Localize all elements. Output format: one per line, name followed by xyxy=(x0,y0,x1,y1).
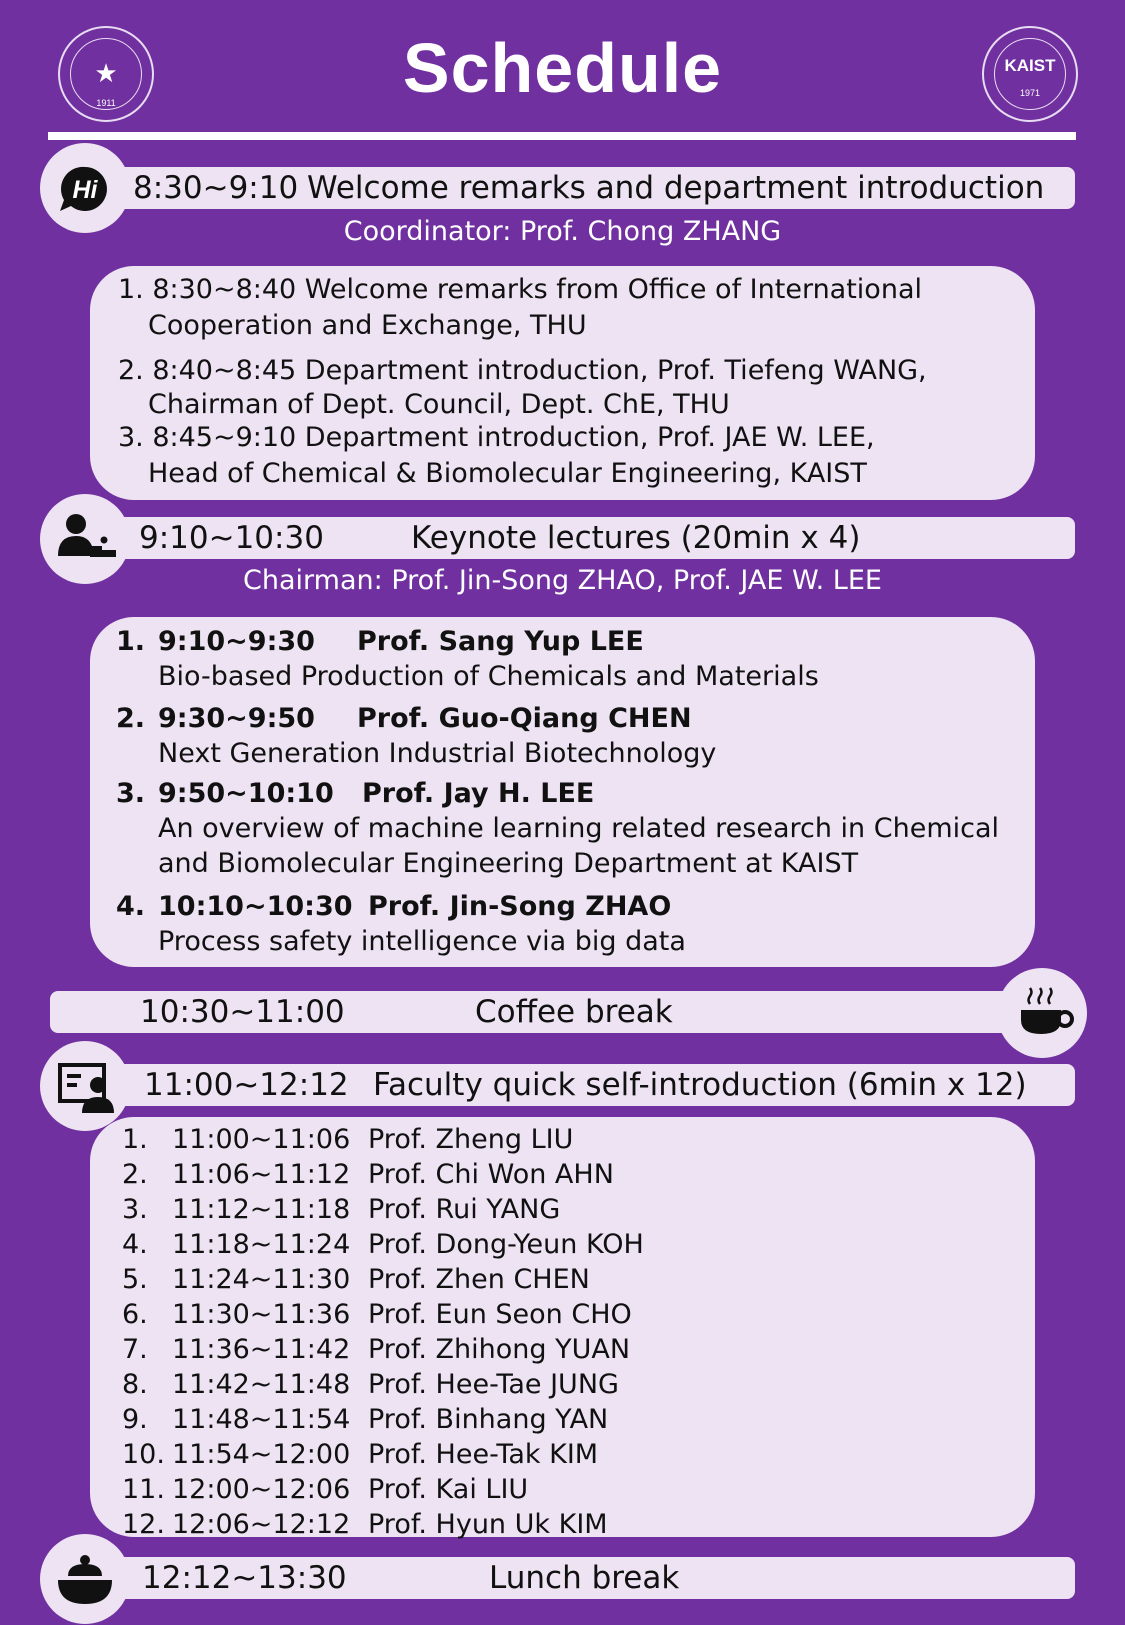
coffee-time: 10:30~11:00 xyxy=(140,994,345,1030)
keynote-title: Keynote lectures (20min x 4) xyxy=(411,520,861,556)
faculty-row-time: 11:36~11:42 xyxy=(172,1334,351,1365)
keynote-item-1-time: 9:10~9:30 xyxy=(158,626,315,657)
tsinghua-logo: ★ 1911 xyxy=(58,26,154,122)
faculty-row-num: 3. xyxy=(122,1194,148,1225)
welcome-item-2-line1: 2. 8:40~8:45 Department introduction, Prof. Tiefeng WANG, xyxy=(118,355,927,386)
faculty-row-num: 12. xyxy=(122,1509,165,1540)
welcome-item-3-line2: Head of Chemical & Biomolecular Engineering, KAIST xyxy=(148,458,867,489)
faculty-row-time: 11:06~11:12 xyxy=(172,1159,351,1190)
presenter-board-icon xyxy=(40,1041,130,1131)
faculty-row-name: Prof. Zhen CHEN xyxy=(368,1264,590,1295)
faculty-row-name: Prof. Binhang YAN xyxy=(368,1404,609,1435)
welcome-item-1-line1: 1. 8:30~8:40 Welcome remarks from Office of International xyxy=(118,274,922,305)
faculty-row-num: 1. xyxy=(122,1124,148,1155)
welcome-coordinator: Coordinator: Prof. Chong ZHANG xyxy=(343,216,782,247)
keynote-item-4-topic: Process safety intelligence via big data xyxy=(158,926,686,957)
lunch-icon-circle xyxy=(40,1534,130,1624)
keynote-item-4-speaker: Prof. Jin-Song ZHAO xyxy=(368,891,672,922)
welcome-item-2-line2: Chairman of Dept. Council, Dept. ChE, THU xyxy=(148,389,730,420)
faculty-row-name: Prof. Hyun Uk KIM xyxy=(368,1509,608,1540)
keynote-item-2-speaker: Prof. Guo-Qiang CHEN xyxy=(357,703,692,734)
faculty-row-num: 4. xyxy=(122,1229,148,1260)
faculty-row-name: Prof. Hee-Tak KIM xyxy=(368,1439,599,1470)
keynote-item-3-time: 9:50~10:10 xyxy=(158,778,334,809)
keynote-item-1-topic: Bio-based Production of Chemicals and Materials xyxy=(158,661,819,692)
faculty-row-name: Prof. Dong-Yeun KOH xyxy=(368,1229,644,1260)
keynote-chairman: Chairman: Prof. Jin-Song ZHAO, Prof. JAE W. LEE xyxy=(243,565,882,596)
keynote-item-4-num: 4. xyxy=(116,891,146,922)
keynote-item-2-topic: Next Generation Industrial Biotechnology xyxy=(158,738,717,769)
lunch-title: Lunch break xyxy=(489,1560,680,1596)
faculty-row-name: Prof. Hee-Tae JUNG xyxy=(368,1369,619,1400)
page-title: Schedule xyxy=(402,29,723,107)
faculty-row-name: Prof. Zheng LIU xyxy=(368,1124,574,1155)
coffee-cup-icon xyxy=(997,968,1087,1058)
faculty-title: Faculty quick self-introduction (6min x 12) xyxy=(373,1067,1027,1103)
keynote-bar xyxy=(85,517,1075,559)
lunch-bar xyxy=(85,1557,1075,1599)
faculty-row-num: 2. xyxy=(122,1159,148,1190)
keynote-item-3-topic-line2: and Biomolecular Engineering Department at KAIST xyxy=(158,848,859,879)
faculty-row-name: Prof. Rui YANG xyxy=(368,1194,561,1225)
faculty-row-num: 6. xyxy=(122,1299,148,1330)
faculty-row-time: 11:42~11:48 xyxy=(172,1369,351,1400)
faculty-row-num: 10. xyxy=(122,1439,165,1470)
faculty-row-time: 11:18~11:24 xyxy=(172,1229,351,1260)
faculty-row-name: Prof. Zhihong YUAN xyxy=(368,1334,631,1365)
faculty-row-num: 9. xyxy=(122,1404,148,1435)
welcome-time: 8:30~9:10 xyxy=(133,170,299,206)
keynote-time: 9:10~10:30 xyxy=(139,520,324,556)
coffee-title: Coffee break xyxy=(475,994,673,1030)
rice-bowl-icon xyxy=(40,1534,130,1624)
faculty-row-time: 11:24~11:30 xyxy=(172,1264,351,1295)
welcome-item-3-line1: 3. 8:45~9:10 Department introduction, Prof. JAE W. LEE, xyxy=(118,422,875,453)
coffee-icon-circle xyxy=(997,968,1087,1058)
kaist-logo: KAIST 1971 xyxy=(982,26,1078,122)
faculty-row-num: 5. xyxy=(122,1264,148,1295)
faculty-row-time: 12:00~12:06 xyxy=(172,1474,351,1505)
lunch-time: 12:12~13:30 xyxy=(142,1560,347,1596)
faculty-row-num: 7. xyxy=(122,1334,148,1365)
keynote-item-4-time: 10:10~10:30 xyxy=(158,891,353,922)
faculty-row-num: 8. xyxy=(122,1369,148,1400)
faculty-row-time: 12:06~12:12 xyxy=(172,1509,351,1540)
faculty-row-time: 11:00~11:06 xyxy=(172,1124,351,1155)
keynote-item-1-speaker: Prof. Sang Yup LEE xyxy=(357,626,644,657)
faculty-row-time: 11:30~11:36 xyxy=(172,1299,351,1330)
keynote-item-2-time: 9:30~9:50 xyxy=(158,703,315,734)
faculty-row-name: Prof. Kai LIU xyxy=(368,1474,529,1505)
faculty-bar xyxy=(85,1064,1075,1106)
welcome-item-1-line2: Cooperation and Exchange, THU xyxy=(148,310,587,341)
welcome-title: Welcome remarks and department introduction xyxy=(307,170,1045,206)
faculty-row-time: 11:54~12:00 xyxy=(172,1439,351,1470)
welcome-bar xyxy=(85,167,1075,209)
keynote-item-2-num: 2. xyxy=(116,703,146,734)
keynote-item-3-speaker: Prof. Jay H. LEE xyxy=(362,778,595,809)
faculty-row-name: Prof. Chi Won AHN xyxy=(368,1159,614,1190)
svg-text:Hi: Hi xyxy=(72,176,98,204)
keynote-item-1-num: 1. xyxy=(116,626,146,657)
faculty-row-num: 11. xyxy=(122,1474,165,1505)
faculty-row-time: 11:12~11:18 xyxy=(172,1194,351,1225)
faculty-row-name: Prof. Eun Seon CHO xyxy=(368,1299,632,1330)
keynote-item-3-num: 3. xyxy=(116,778,146,809)
coffee-bar xyxy=(50,991,1030,1033)
header-divider xyxy=(48,132,1076,140)
keynote-item-3-topic-line1: An overview of machine learning related research in Chemical xyxy=(158,813,1000,844)
faculty-time: 11:00~12:12 xyxy=(144,1067,349,1103)
faculty-icon-circle xyxy=(40,1041,130,1131)
faculty-row-time: 11:48~11:54 xyxy=(172,1404,351,1435)
